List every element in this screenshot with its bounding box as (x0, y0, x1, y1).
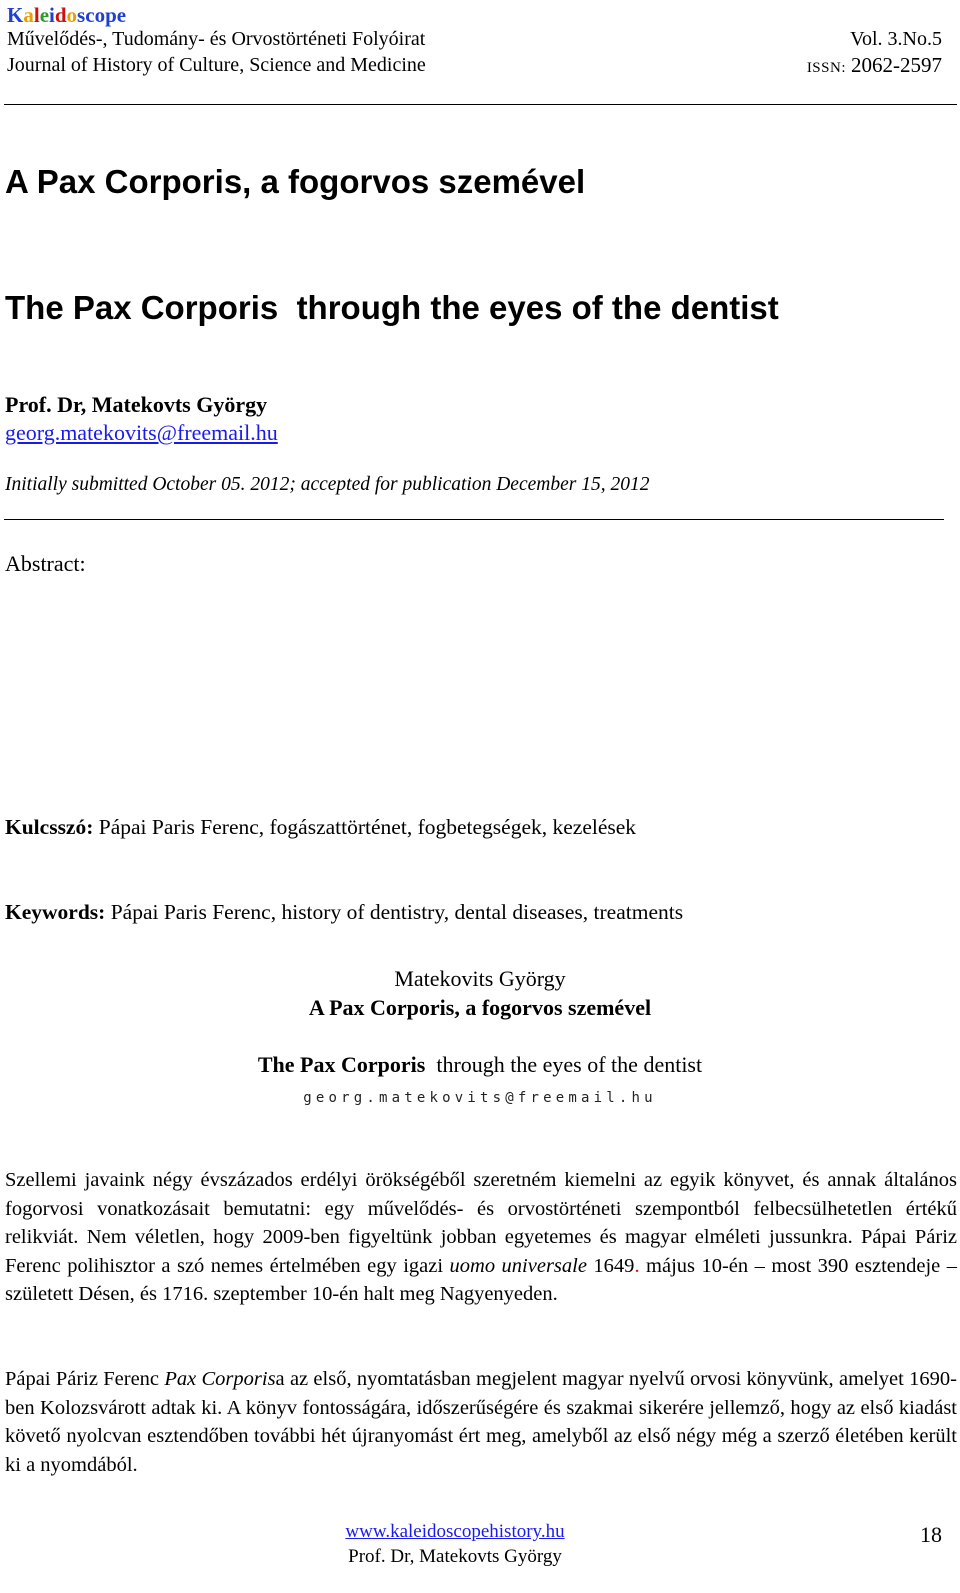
issn-label: ISSN: (806, 60, 846, 76)
abstract-label: Abstract: (5, 551, 86, 576)
logo-letter: o (94, 3, 106, 27)
keywords-text: Pápai Paris Ferenc, history of dentistry, dental diseases, treatments (105, 900, 684, 924)
kulcsszo-line (5, 815, 636, 840)
header-rule (4, 104, 957, 105)
issn (807, 53, 942, 80)
page-number: 18 (920, 1522, 942, 1547)
logo-letter: e (116, 3, 127, 27)
p1-text-b: 1649 (586, 1254, 635, 1277)
center-title-en-rest: through the eyes of the dentist (425, 1052, 703, 1077)
center-author: Matekovits György (394, 966, 566, 991)
logo-letter: o (66, 3, 78, 27)
p2-text-a: Pápai Páriz Ferenc (5, 1368, 165, 1390)
logo-letter: i (49, 3, 55, 27)
body-paragraph-2 (5, 1365, 957, 1479)
info-rule (4, 519, 944, 520)
issn-value: 2062-2597 (851, 53, 942, 77)
center-title-en-bold: The Pax Corporis (257, 1052, 426, 1077)
p2-text-b: a az első, nyomtatásban megjelent magyar nyelvű orvosi könyvünk, amelyet 1690-ben Kolozsvárott adtak ki. A könyv fontosságára, időszerűségére és szakmai sikerére jellemző, hogy az első kiadást követő nyolcvan esztendőben további hét újranyomást ért meg, amelyből az első négy még a szerző életében került ki a nyomdából. (5, 1368, 957, 1476)
p1-red-dot: . (634, 1254, 640, 1277)
logo-letter: p (105, 3, 117, 27)
author-email-link[interactable]: georg.matekovits@freemail.hu (5, 420, 278, 445)
journal-subtitle-hu: Művelődés-, Tudomány- és Orvostörténeti Folyóirat (7, 28, 426, 50)
footer-website-link[interactable]: www.kaleidoscopehistory.hu (345, 1521, 565, 1542)
logo-letter: a (23, 3, 34, 27)
email-image: georg.matekovits@freemail.hu (303, 1090, 657, 1106)
logo-letter: K (7, 3, 24, 27)
footer-author: Prof. Dr, Matekovts György (348, 1546, 562, 1567)
author-name: Prof. Dr, Matekovts György (5, 392, 268, 417)
center-title-en (0, 1052, 960, 1078)
article-title-hu: A Pax Corporis, a fogorvos szemével (5, 163, 586, 200)
submission-info: Initially submitted October 05. 2012; accepted for publication December 15, 2012 (5, 474, 650, 495)
logo-letter: d (54, 3, 67, 27)
p2-italic: Pax Corporis (164, 1368, 276, 1390)
journal-subtitle-en: Journal of History of Culture, Science and Medicine (7, 54, 426, 76)
logo-letter: c (85, 3, 95, 27)
p1-text-a: Szellemi javaink négy évszázados erdélyi örökségéből szeretném kiemelni az egyik könyvet, és annak általános fogorvosi vonatkozásait bemutatni: egy művelődés- és orvostörténeti szempontból felbecsülhetetlen értékű relikviát. Nem véletlen, hogy 2009-ben figyeltünk jobban egyetemes és magyar elméleti jussunkra. Pápai Páriz Ferenc polihisztor a szó nemes értelmében egy igazi (5, 1169, 957, 1277)
logo-letter: e (39, 3, 50, 27)
center-title-hu: A Pax Corporis, a fogorvos szemével (308, 995, 652, 1020)
logo-letter: l (33, 3, 40, 27)
kulcsszo-text: Pápai Paris Ferenc, fogászattörténet, fogbetegségek, kezelések (93, 815, 637, 839)
article-title-en: The Pax Corporis through the eyes of the dentist (5, 289, 779, 326)
p1-text-c: május 10-én – most 390 esztendeje – született Désen, és 1716. szeptember 10-én halt meg Nagyenyeden. (5, 1254, 957, 1306)
logo-letter: s (77, 3, 86, 27)
journal-logo (7, 3, 126, 28)
keywords-line (5, 900, 683, 925)
kulcsszo-label: Kulcsszó: (5, 815, 94, 839)
keywords-label: Keywords: (5, 900, 106, 924)
p1-italic: uomo universale (449, 1254, 587, 1277)
volume-number: Vol. 3.No.5 (850, 28, 942, 50)
body-paragraph-1 (5, 1166, 957, 1309)
